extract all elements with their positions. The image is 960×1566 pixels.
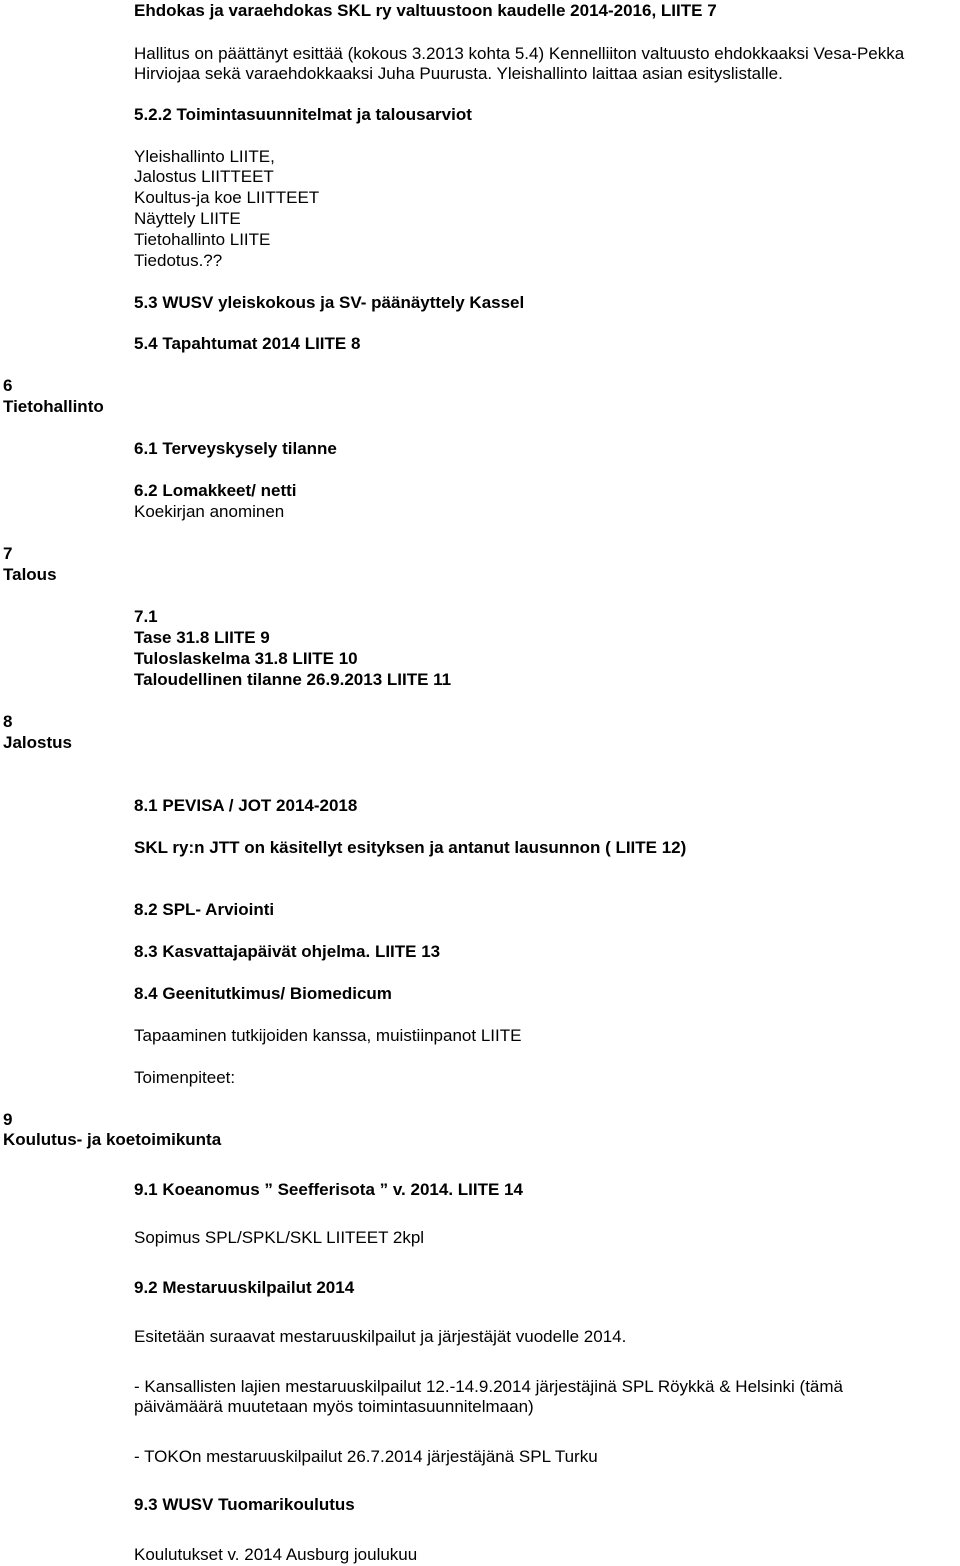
section-7-number: 7 (3, 544, 13, 563)
board-paragraph-line-2: Hirviojaa sekä varaehdokkaaksi Juha Puurusta. Yleishallinto laittaa asian esityslistalle. (134, 64, 783, 83)
section-8-title: Jalostus (3, 733, 72, 752)
board-paragraph-line-1: Hallitus on päättänyt esittää (kokous 3.2013 kohta 5.4) Kennelliiton valtuusto ehdokkaaksi Vesa-Pekka (134, 44, 905, 63)
kansalliset-line-1: - Kansallisten lajien mestaruuskilpailut 12.-14.9.2014 järjestäjinä SPL Röykkä & Helsinki (tämä (134, 1377, 843, 1396)
tuloslaskelma-line: Tuloslaskelma 31.8 LIITE 10 (134, 649, 358, 668)
heading-6-1: 6.1 Terveyskysely tilanne (134, 439, 337, 458)
tase-line: Tase 31.8 LIITE 9 (134, 628, 270, 647)
section-6-number: 6 (3, 376, 13, 395)
heading-8-1: 8.1 PEVISA / JOT 2014-2018 (134, 796, 358, 815)
heading-8-4: 8.4 Geenitutkimus/ Biomedicum (134, 984, 392, 1003)
heading-8-2: 8.2 SPL- Arviointi (134, 900, 275, 919)
plan-item: Tietohallinto LIITE (134, 230, 271, 249)
heading-6-2: 6.2 Lomakkeet/ netti (134, 481, 297, 500)
tokon-line: - TOKOn mestaruuskilpailut 26.7.2014 järjestäjänä SPL Turku (134, 1447, 598, 1466)
heading-5-3: 5.3 WUSV yleiskokous ja SV- päänäyttely Kassel (134, 293, 525, 312)
section-9-number: 9 (3, 1110, 13, 1129)
sopimus-line: Sopimus SPL/SPKL/SKL LIITEET 2kpl (134, 1228, 425, 1247)
toimenpiteet-label: Toimenpiteet: (134, 1068, 236, 1087)
section-9-title: Koulutus- ja koetoimikunta (3, 1130, 222, 1149)
heading-9-1: 9.1 Koeanomus ” Seefferisota ” v. 2014. LIITE 14 (134, 1180, 523, 1199)
heading-5-2-2: 5.2.2 Toimintasuunnitelmat ja talousarviot (134, 105, 472, 124)
heading-9-2: 9.2 Mestaruuskilpailut 2014 (134, 1278, 355, 1297)
koekirja-line: Koekirjan anominen (134, 502, 285, 521)
esitetaan-line: Esitetään suraavat mestaruuskilpailut ja järjestäjät vuodelle 2014. (134, 1327, 627, 1346)
plan-item: Tiedotus.?? (134, 251, 223, 270)
heading-7-1: 7.1 (134, 607, 158, 626)
heading-8-3: 8.3 Kasvattajapäivät ohjelma. LIITE 13 (134, 942, 441, 961)
koulutukset-line: Koulutukset v. 2014 Ausburg joulukuu (134, 1545, 418, 1564)
tapaaminen-line: Tapaaminen tutkijoiden kanssa, muistiinpanot LIITE (134, 1026, 522, 1045)
heading-5-4: 5.4 Tapahtumat 2014 LIITE 8 (134, 334, 361, 353)
candidate-heading: Ehdokas ja varaehdokas SKL ry valtuustoon kaudelle 2014-2016, LIITE 7 (134, 1, 717, 20)
heading-9-3: 9.3 WUSV Tuomarikoulutus (134, 1495, 355, 1514)
plan-item: Yleishallinto LIITE, (134, 147, 275, 166)
taloudellinen-tilanne-line: Taloudellinen tilanne 26.9.2013 LIITE 11 (134, 670, 452, 689)
kansalliset-line-2: päivämäärä muutetaan myös toimintasuunnitelmaan) (134, 1397, 534, 1416)
section-8-number: 8 (3, 712, 13, 731)
plan-item: Koultus-ja koe LIITTEET (134, 188, 320, 207)
section-6-title: Tietohallinto (3, 397, 104, 416)
plan-item: Näyttely LIITE (134, 209, 241, 228)
plan-item: Jalostus LIITTEET (134, 167, 274, 186)
section-7-title: Talous (3, 565, 57, 584)
jtt-statement: SKL ry:n JTT on käsitellyt esityksen ja antanut lausunnon ( LIITE 12) (134, 838, 687, 857)
